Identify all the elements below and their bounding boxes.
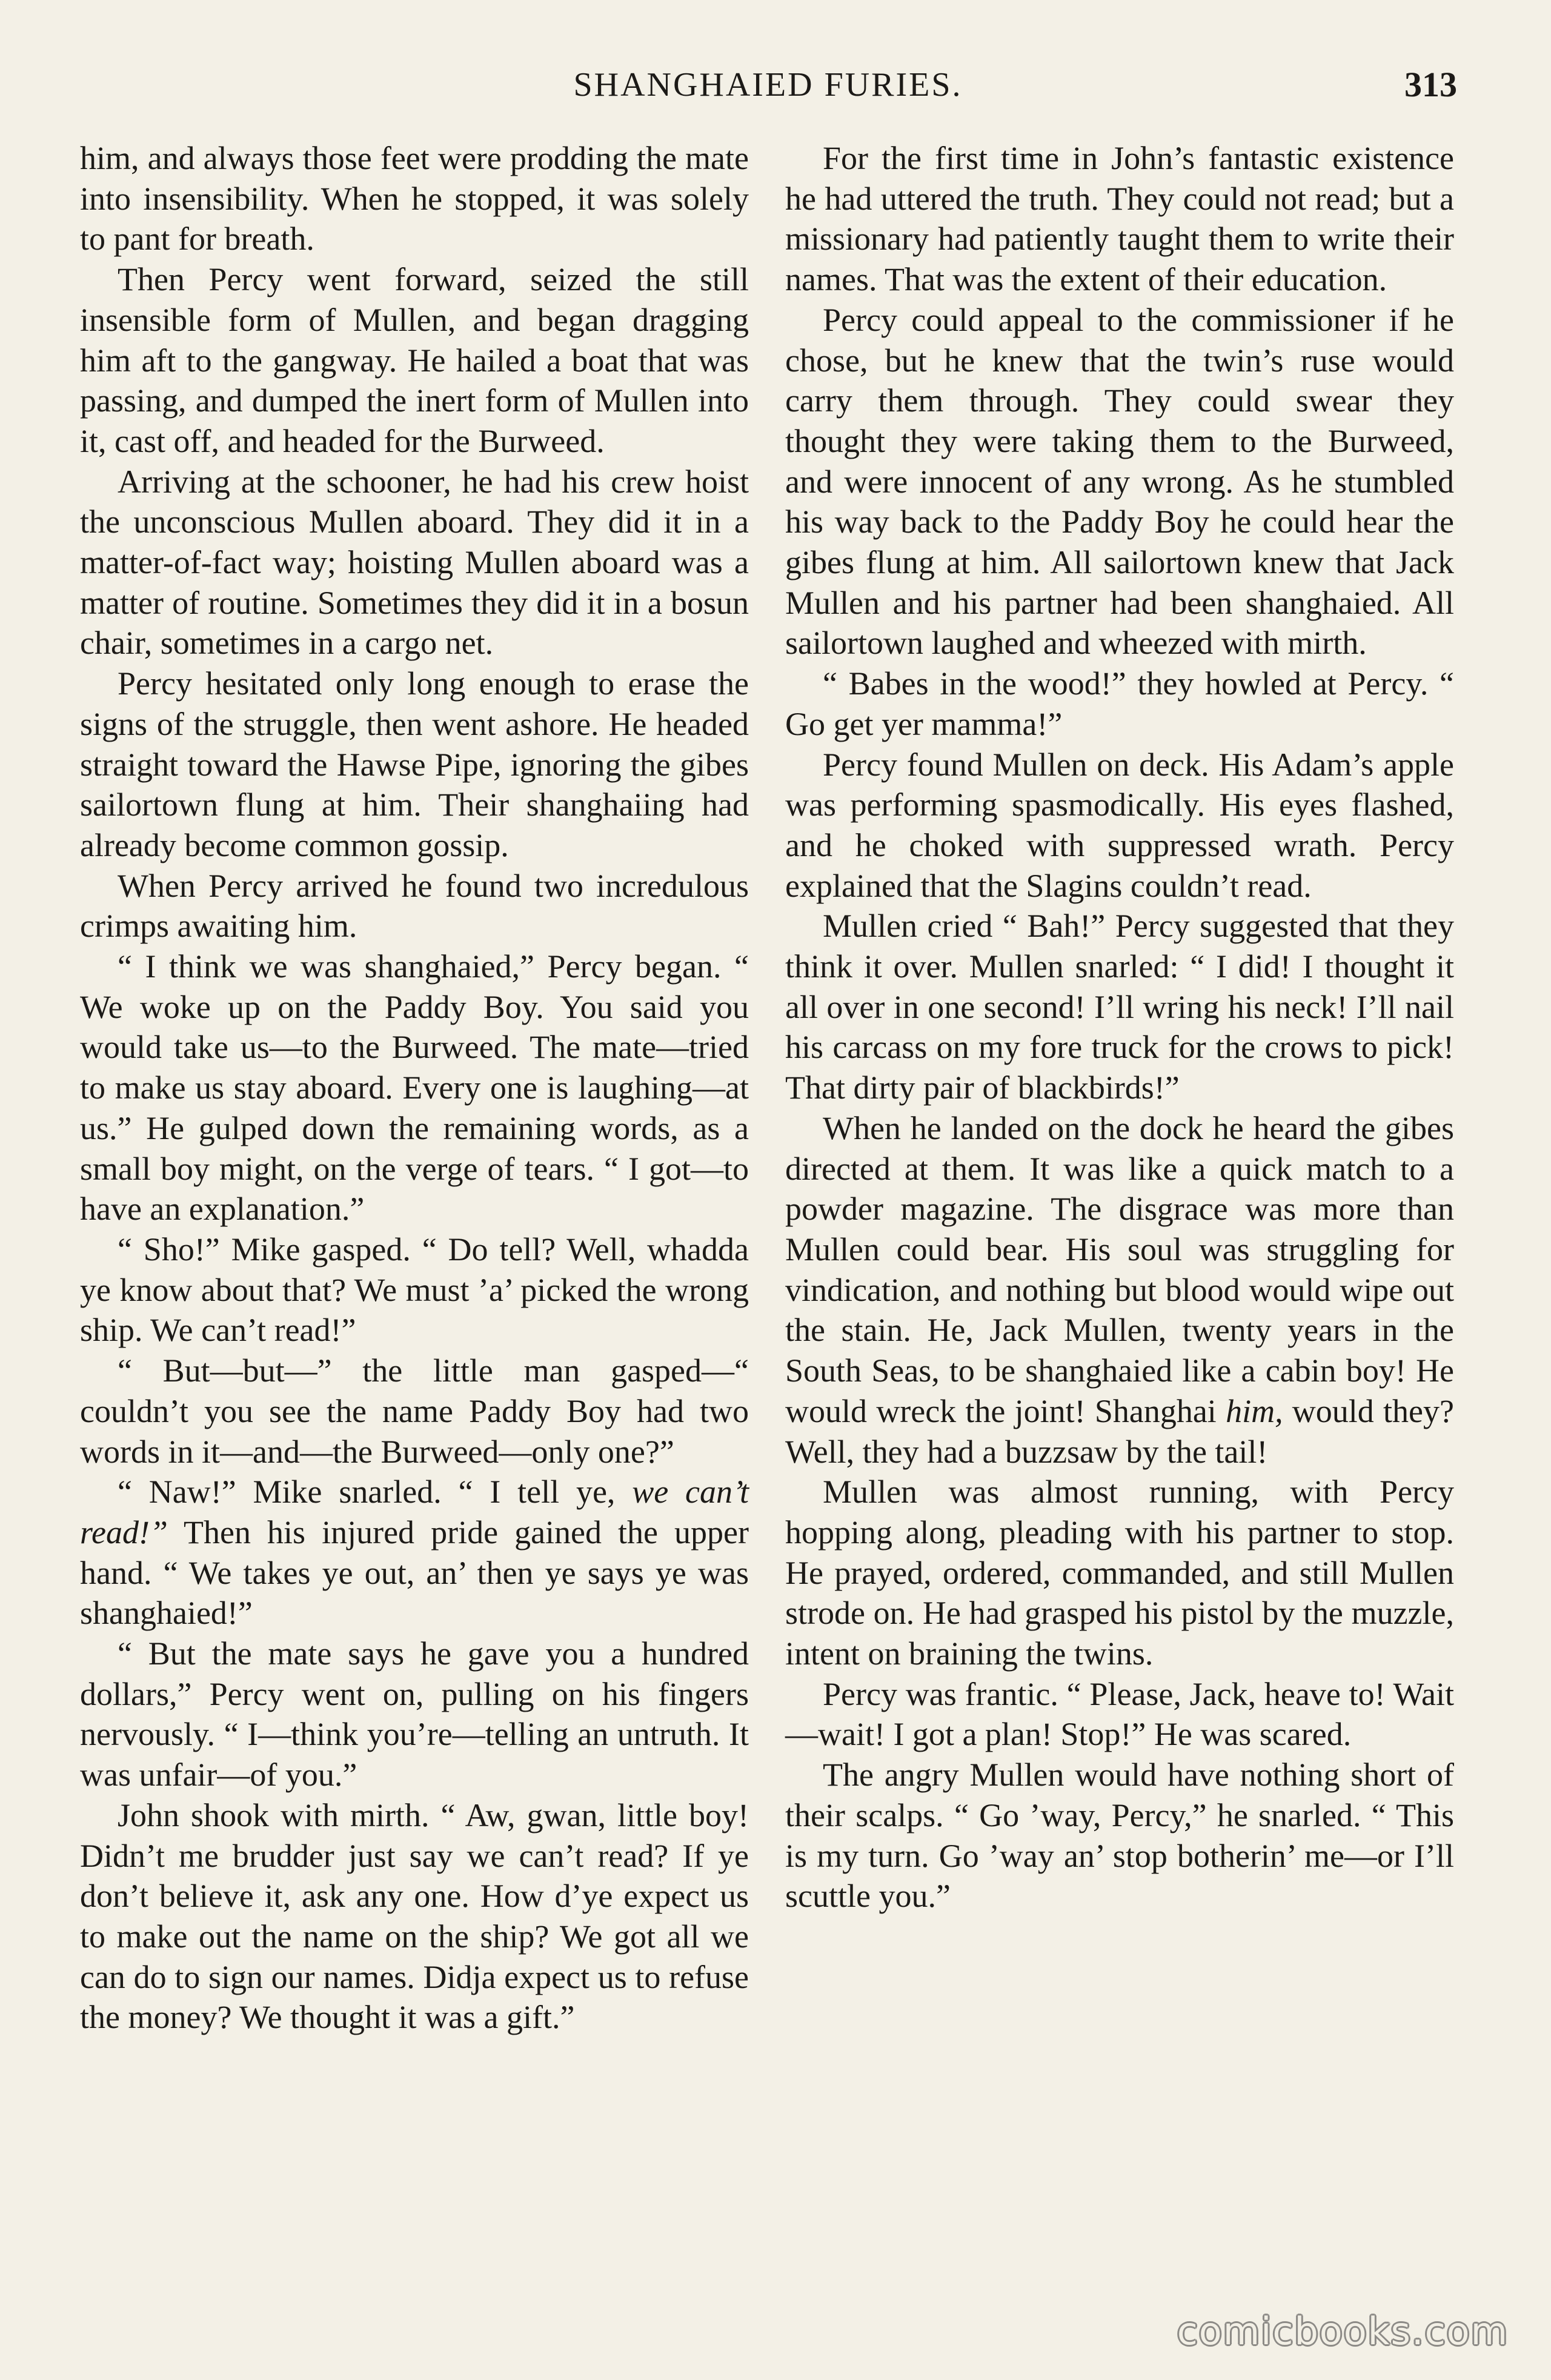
- watermark: comicbooks.com: [1177, 2309, 1509, 2353]
- paragraph: [80, 1472, 749, 1634]
- paragraph-text: When he landed on the dock he heard the gibes directed at them. It was like a quick match to a powder magazine. The disgrace was more than Mullen could bear. His soul was struggling for vindication, and nothing but blood would wipe out the stain. He, Jack Mullen, twenty years in the South Seas, to be shanghaied like a cabin boy! He would wreck the joint! Shanghai: [785, 1109, 1454, 1429]
- paragraph: Percy hesitated only long enough to erase the signs of the struggle, then went ashore. He headed straight toward the Hawse Pipe, ignoring the gibes sailortown flung at him. Their shanghaiing had already become common gossip.: [80, 665, 749, 863]
- left-column: [80, 138, 749, 2038]
- paragraph-text: “ Naw!” Mike snarled. “ I tell ye,: [118, 1474, 633, 1511]
- running-header: [79, 61, 1457, 109]
- paragraph: Then Percy went forward, seized the still insensible form of Mullen, and began dragging him aft to the gangway. He hailed a boat that was passing, and dumped the inert form of Mullen into it, cast off, and headed for the Burweed.: [80, 261, 749, 459]
- paragraph-text: Then his injured pride gained the upper hand. “ We takes ye out, an’ then ye says ye was shanghaied!”: [80, 1514, 749, 1632]
- paragraph: John shook with mirth. “ Aw, gwan, little boy! Didn’t me brudder just say we can’t read? If ye don’t believe it, ask any one. How d’ye expect us to make out the name on the ship? We got all we can do to sign our names. Didja expect us to refuse the money? We thought it was a gift.”: [80, 1797, 749, 2036]
- italic-text: we can’t read!”: [80, 1474, 749, 1551]
- paragraph-text: would they? Well, they had a buzzsaw by the tail!: [785, 1392, 1454, 1470]
- paragraph: Mullen cried “ Bah!” Percy suggested that they think it over. Mullen snarled: “ I did! I thought it all over in one second! I’ll wring his neck! I’ll nail his carcass on my fore truck for the crows to pick! That dirty pair of blackbirds!”: [785, 908, 1454, 1106]
- paragraph: “ Sho!” Mike gasped. “ Do tell? Well, whadda ye know about that? We must ’a’ picked the wrong ship. We can’t read!”: [80, 1231, 749, 1349]
- paragraph: “ But the mate says he gave you a hundred dollars,” Percy went on, pulling on his fingers nervously. “ I—think you’re—telling an untruth. It was unfair—of you.”: [80, 1635, 749, 1793]
- paragraph: “ Babes in the wood!” they howled at Percy. “ Go get yer mamma!”: [785, 665, 1454, 742]
- paragraph: “ But—but—” the little man gasped—“ couldn’t you see the name Paddy Boy had two words in it—and—the Burweed—only one?”: [80, 1352, 749, 1470]
- paragraph: him, and always those feet were prodding the mate into insensibility. When he stopped, it was solely to pant for breath.: [80, 140, 749, 258]
- italic-text: him,: [1226, 1392, 1283, 1429]
- paragraph: When Percy arrived he found two incredulous crimps awaiting him.: [80, 867, 749, 945]
- right-column: [785, 138, 1454, 1916]
- paragraph: Percy was frantic. “ Please, Jack, heave to! Wait—wait! I got a plan! Stop!” He was scared.: [785, 1675, 1454, 1753]
- paragraph: [785, 1108, 1454, 1472]
- paragraph: Arriving at the schooner, he had his crew hoist the unconscious Mullen aboard. They did it in a matter-of-fact way; hoisting Mullen aboard was a matter of routine. Sometimes they did it in a bosun chair, sometimes in a cargo net.: [80, 463, 749, 662]
- page-number: 313: [1404, 65, 1457, 104]
- paragraph: The angry Mullen would have nothing short of their scalps. “ Go ’way, Percy,” he snarled. “ This is my turn. Go ’way an’ stop botherin’ me—or I’ll scuttle you.”: [785, 1757, 1454, 1915]
- paragraph: Percy could appeal to the commissioner if he chose, but he knew that the twin’s ruse would carry them through. They could swear they thought they were taking them to the Burweed, and were innocent of any wrong. As he stumbled his way back to the Paddy Boy he could hear the gibes flung at him. All sailortown knew that Jack Mullen and his partner had been shanghaied. All sailortown laughed and wheezed with mirth.: [785, 301, 1454, 662]
- paragraph: Percy found Mullen on deck. His Adam’s apple was performing spasmodically. His eyes flashed, and he choked with suppressed wrath. Percy explained that the Slagins couldn’t read.: [785, 746, 1454, 904]
- paragraph: “ I think we was shanghaied,” Percy began. “ We woke up on the Paddy Boy. You said you would take us—to the Burweed. The mate—tried to make us stay aboard. Every one is laughing—at us.” He gulped down the remaining words, as a small boy might, on the verge of tears. “ I got—to have an explanation.”: [80, 948, 749, 1228]
- paragraph: Mullen was almost running, with Percy hopping along, pleading with his partner to stop. He prayed, ordered, commanded, and still Mullen strode on. He had grasped his pistol by the muzzle, intent on braining the twins.: [785, 1474, 1454, 1672]
- running-title: SHANGHAIED FURIES.: [573, 66, 963, 104]
- paragraph: For the first time in John’s fantastic existence he had uttered the truth. They could not read; but a missionary had patiently taught them to write their names. That was the extent of their education.: [785, 140, 1454, 298]
